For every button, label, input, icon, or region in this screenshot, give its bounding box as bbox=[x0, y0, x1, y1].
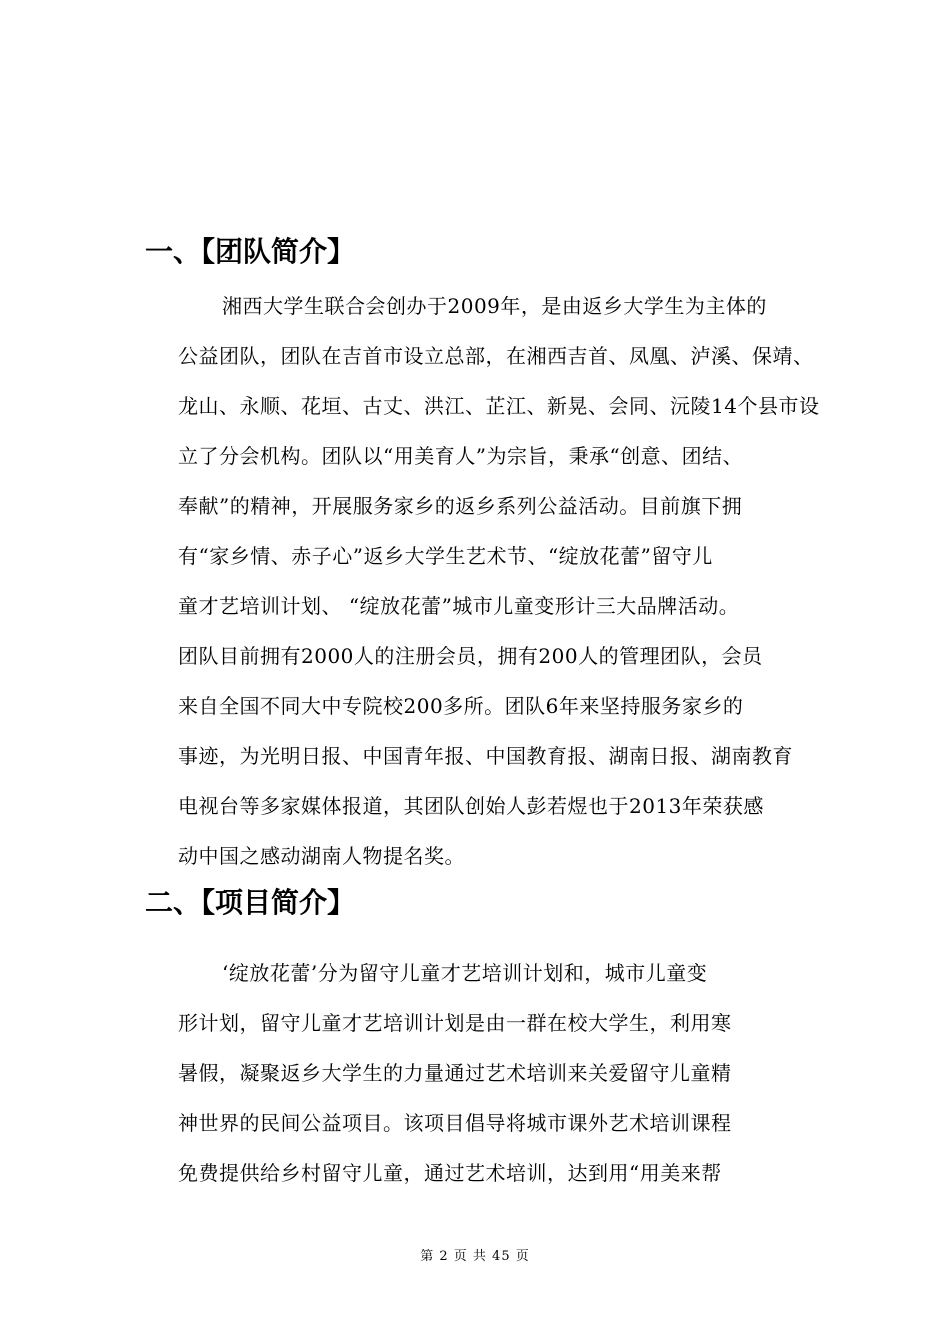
paragraph-line: 形计划，留守儿童才艺培训计划是由一群在校大学生，利用寒 bbox=[178, 1011, 732, 1035]
project-intro-paragraph bbox=[178, 959, 732, 1209]
paragraph-line: 免费提供给乡村留守儿童，通过艺术培训，达到用“用美来帮 bbox=[178, 1161, 722, 1185]
paragraph-line: 神世界的民间公益项目。该项目倡导将城市课外艺术培训课程 bbox=[178, 1111, 732, 1135]
paragraph-line: 团队目前拥有2000人的注册会员，拥有200人的管理团队，会员 bbox=[178, 644, 763, 668]
page-number-footer: 第 2 页 共 45 页 bbox=[420, 1249, 530, 1264]
paragraph-line: 动中国之感动湖南人物提名奖。 bbox=[178, 844, 465, 868]
paragraph-line: 电视台等多家媒体报道，其团队创始人彭若煜也于2013年荣获感 bbox=[178, 794, 764, 818]
paragraph-line: 暑假，凝聚返乡大学生的力量通过艺术培训来关爱留守儿童精 bbox=[178, 1061, 732, 1085]
paragraph-line: 立了分会机构。团队以“用美育人”为宗旨，秉承“创意、团结、 bbox=[178, 444, 744, 468]
paragraph-line: 事迹，为光明日报、中国青年报、中国教育报、湖南日报、湖南教育 bbox=[178, 744, 793, 768]
paragraph-line: 公益团队，团队在吉首市设立总部，在湘西吉首、凤凰、泸溪、保靖、 bbox=[178, 344, 814, 368]
section-heading-project-intro: 二、【项目简介】 bbox=[145, 886, 356, 919]
paragraph-line: 湘西大学生联合会创办于2009年，是由返乡大学生为主体的 bbox=[222, 294, 767, 318]
paragraph-line: 有“家乡情、赤子心”返乡大学生艺术节、“绽放花蕾”留守儿 bbox=[178, 544, 713, 568]
paragraph-line: 龙山、永顺、花垣、古丈、洪江、芷江、新晃、会同、沅陵14个县市设 bbox=[178, 394, 820, 418]
team-intro-paragraph bbox=[178, 292, 819, 892]
section-heading-team-intro: 一、【团队简介】 bbox=[145, 235, 356, 268]
paragraph-line: 童才艺培训计划、 “绽放花蕾”城市儿童变形计三大品牌活动。 bbox=[178, 594, 740, 618]
paragraph-line: 来自全国不同大中专院校200多所。团队6年来坚持服务家乡的 bbox=[178, 694, 744, 718]
paragraph-line: 奉献”的精神，开展服务家乡的返乡系列公益活动。目前旗下拥 bbox=[178, 494, 743, 518]
paragraph-line: ‘绽放花蕾’分为留守儿童才艺培训计划和，城市儿童变 bbox=[222, 961, 708, 985]
